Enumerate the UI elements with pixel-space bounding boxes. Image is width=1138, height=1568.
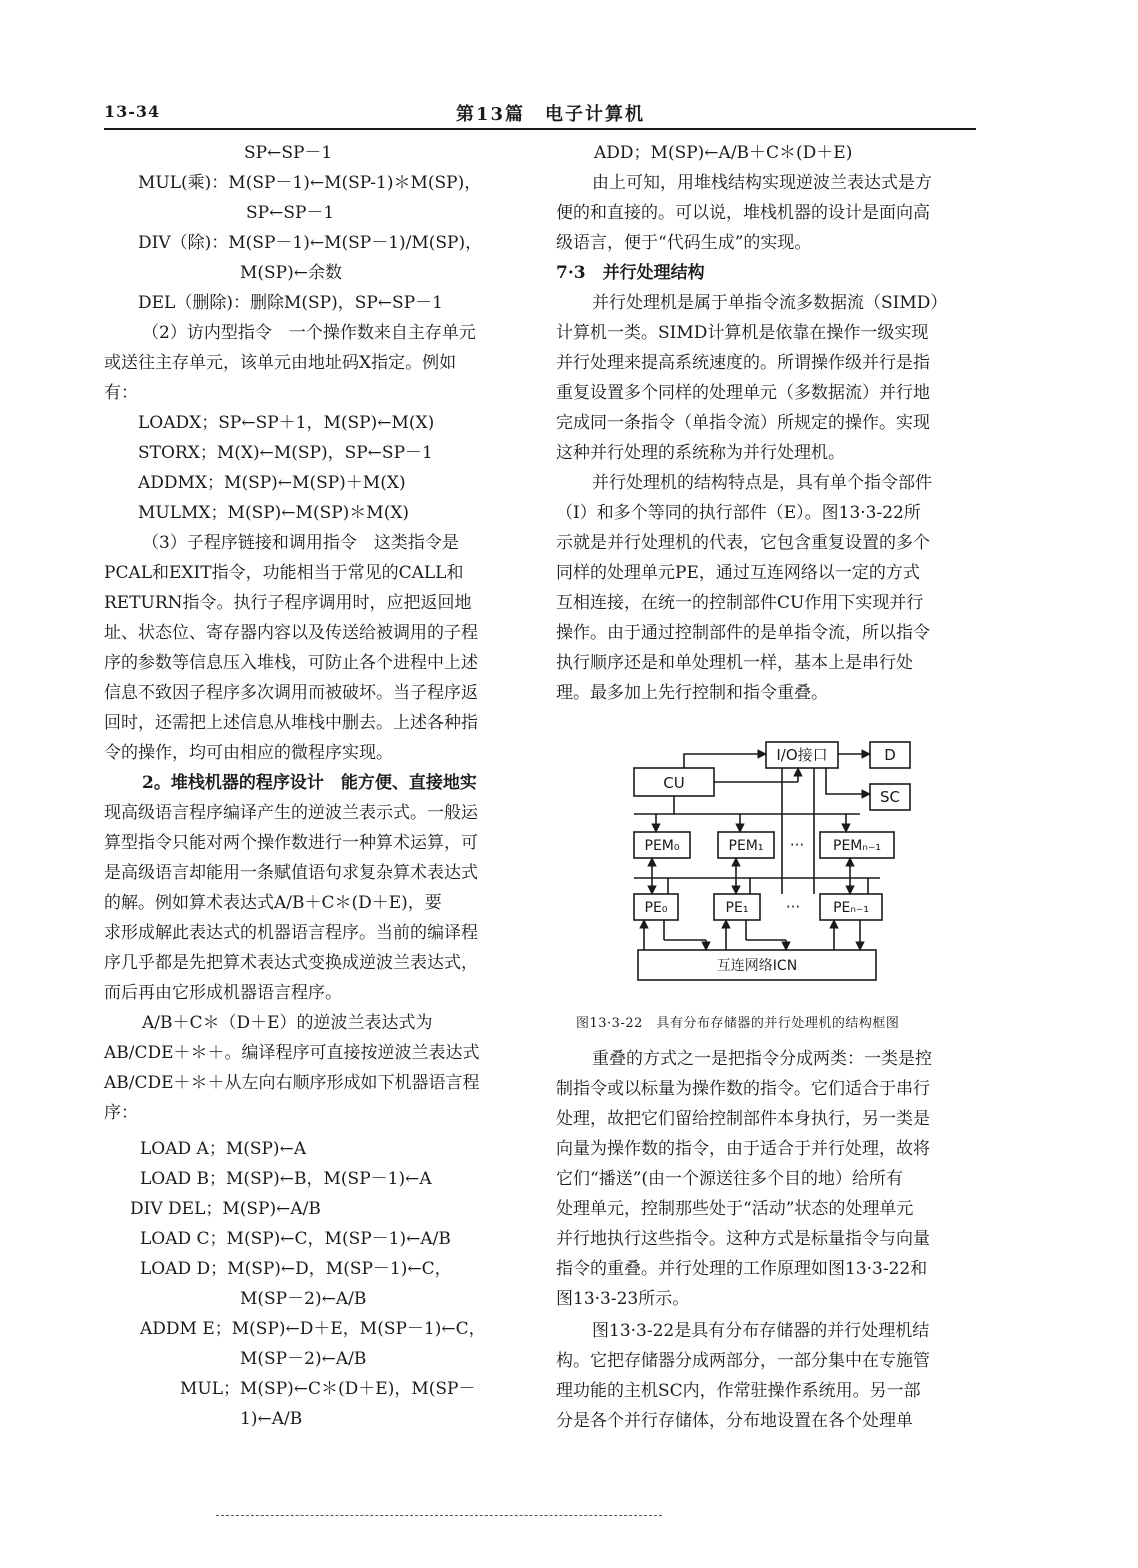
page-number: 13-34 xyxy=(104,102,161,121)
text-line: 级语言，便于“代码生成”的实现。 xyxy=(556,233,812,253)
text-line: 序的参数等信息压入堆栈，可防止各个进程中上述 xyxy=(104,653,478,673)
text-line: 令的操作，均可由相应的微程序实现。 xyxy=(104,743,393,763)
text-line: RETURN指令。执行子程序调用时，应把返回地 xyxy=(104,593,472,613)
text-line: 图13·3-23所示。 xyxy=(556,1289,690,1309)
text-line: MULMX；M(SP)←M(SP)＊M(X) xyxy=(138,503,410,523)
text-line: PCAL和EXIT指令，功能相当于常见的CALL和 xyxy=(104,563,464,583)
text-line: ADDMX；M(SP)←M(SP)＋M(X) xyxy=(138,473,406,493)
icn-label: 互连网络ICN xyxy=(716,958,798,974)
text-line: DIV DEL；M(SP)←A/B xyxy=(130,1199,321,1219)
pem0-label: PEM₀ xyxy=(644,838,680,854)
text-line: 而后再由它形成机器语言程序。 xyxy=(104,983,342,1003)
text-line: ADDM E；M(SP)←D＋E，M(SP－1)←C， xyxy=(140,1319,486,1339)
section-heading: 7·3 并行处理结构 xyxy=(556,263,705,283)
text-line: AB/CDE＋＊＋从左向右顺序形成如下机器语言程 xyxy=(104,1073,480,1093)
text-line: 信息不致因子程序多次调用而被破坏。当子程序返 xyxy=(104,683,478,703)
text-line: DEL（删除)：删除M(SP)，SP←SP－1 xyxy=(138,293,443,313)
text-line: 址、状态位、寄存器内容以及传送给被调用的子程 xyxy=(104,623,478,643)
pen-label: PEₙ₋₁ xyxy=(833,900,869,916)
text-line: 它们“播送”(由一个源送往多个目的地）给所有 xyxy=(556,1169,904,1189)
text-line: 操作。由于通过控制部件的是单指令流，所以指令 xyxy=(556,623,930,643)
text-line: 理。最多加上先行控制和指令重叠。 xyxy=(556,683,828,703)
text-line: 或送往主存单元，该单元由地址码X指定。例如 xyxy=(104,353,457,373)
text-line: 有： xyxy=(104,383,138,403)
text-line: 计算机一类。SIMD计算机是依靠在操作一级实现 xyxy=(556,323,929,343)
text-line: 并行处理机是属于单指令流多数据流（SIMD） xyxy=(592,293,948,313)
scan-artifact-line xyxy=(216,1515,662,1516)
text-line: 重复设置多个同样的处理单元（多数据流）并行地 xyxy=(556,383,930,403)
text-line: LOAD B；M(SP)←B，M(SP－1)←A xyxy=(140,1169,432,1189)
text-line: 执行顺序还是和单处理机一样，基本上是串行处 xyxy=(556,653,913,673)
text-line: STORX；M(X)←M(SP)，SP←SP－1 xyxy=(138,443,433,463)
io-interface-label: I/O接口 xyxy=(776,746,828,764)
text-line: 这种并行处理的系统称为并行处理机。 xyxy=(556,443,845,463)
parallel-processor-diagram xyxy=(560,728,920,990)
ellipsis: ··· xyxy=(789,836,805,854)
text-line: 处理，故把它们留给控制部件本身执行，另一类是 xyxy=(556,1109,930,1129)
text-line: 并行处理来提高系统速度的。所谓操作级并行是指 xyxy=(556,353,930,373)
d-label: D xyxy=(884,746,896,764)
text-line: 示就是并行处理机的代表，它包含重复设置的多个 xyxy=(556,533,930,553)
text-line: LOAD A；M(SP)←A xyxy=(140,1139,307,1159)
text-line: （2）访内型指令 一个操作数来自主存单元 xyxy=(142,323,476,343)
text-line: LOAD C；M(SP)←C，M(SP－1)←A/B xyxy=(140,1229,451,1249)
text-line: 的解。例如算术表达式A/B＋C＊(D＋E)，要 xyxy=(104,893,442,913)
text-line: （I）和多个等同的执行部件（E）。图13·3-22所 xyxy=(556,503,921,523)
text-line: 重叠的方式之一是把指令分成两类：一类是控 xyxy=(592,1049,932,1069)
text-line: LOADX；SP←SP＋1，M(SP)←M(X) xyxy=(138,413,435,433)
sc-label: SC xyxy=(880,788,900,806)
text-line: MUL(乘)：M(SP－1)←M(SP-1)＊M(SP)， xyxy=(138,173,482,193)
text-line: 完成同一条指令（单指令流）所规定的操作。实现 xyxy=(556,413,930,433)
text-line: M(SP－2)←A/B xyxy=(240,1349,367,1369)
pe1-label: PE₁ xyxy=(725,900,749,916)
text-line: DIV（除)：M(SP－1)←M(SP－1)/M(SP)， xyxy=(138,233,483,253)
cu-label: CU xyxy=(663,774,685,792)
text-line: M(SP)←余数 xyxy=(240,263,342,283)
text-line: 回时，还需把上述信息从堆栈中删去。上述各种指 xyxy=(104,713,478,733)
text-line: M(SP－2)←A/B xyxy=(240,1289,367,1309)
text-line: 互相连接，在统一的控制部件CU作用下实现并行 xyxy=(556,593,924,613)
figure-caption: 图13·3-22 具有分布存储器的并行处理机的结构框图 xyxy=(576,1016,900,1031)
chapter-title: 第13篇 电子计算机 xyxy=(456,104,646,125)
text-line: AB/CDE＋＊＋。编译程序可直接按逆波兰表达式 xyxy=(104,1043,480,1063)
text-line: 同样的处理单元PE，通过互连网络以一定的方式 xyxy=(556,563,920,583)
text-line: A/B＋C＊（D＋E）的逆波兰表达式为 xyxy=(142,1013,433,1033)
page-header xyxy=(104,100,976,130)
text-line: 分是各个并行存储体，分布地设置在各个处理单 xyxy=(556,1411,913,1431)
text-line: 构。它把存储器分成两部分，一部分集中在专施管 xyxy=(556,1351,930,1371)
text-line: （3）子程序链接和调用指令 这类指令是 xyxy=(142,533,459,553)
text-line: 由上可知，用堆栈结构实现逆波兰表达式是方 xyxy=(592,173,932,193)
text-line: 是高级语言却能用一条赋值语句求复杂算术表达式 xyxy=(104,863,478,883)
text-line: 序几乎都是先把算术表达式变换成逆波兰表达式， xyxy=(104,953,478,973)
text-line: 图13·3-22是具有分布存储器的并行处理机结 xyxy=(592,1321,930,1341)
pe0-label: PE₀ xyxy=(644,900,668,916)
text-line: 序： xyxy=(104,1103,138,1123)
text-line: SP←SP－1 xyxy=(244,143,333,163)
text-line: 2。堆栈机器的程序设计 能方便、直接地实 xyxy=(142,773,477,793)
text-line: 现高级语言程序编译产生的逆波兰表示式。一般运 xyxy=(104,803,478,823)
pem1-label: PEM₁ xyxy=(728,838,764,854)
text-line: 求形成解此表达式的机器语言程序。当前的编译程 xyxy=(104,923,478,943)
text-line: MUL；M(SP)←C＊(D＋E)，M(SP－ xyxy=(180,1379,476,1399)
text-line: 制指令或以标量为操作数的指令。它们适合于串行 xyxy=(556,1079,930,1099)
pemn-label: PEMₙ₋₁ xyxy=(833,838,881,854)
text-line: ADD；M(SP)←A/B＋C＊(D＋E) xyxy=(594,143,853,163)
text-line: 并行地执行这些指令。这种方式是标量指令与向量 xyxy=(556,1229,930,1249)
text-line: 1)←A/B xyxy=(240,1409,303,1429)
text-line: 指令的重叠。并行处理的工作原理如图13·3-22和 xyxy=(556,1259,928,1279)
text-line: 算型指令只能对两个操作数进行一种算术运算，可 xyxy=(104,833,478,853)
ellipsis: ··· xyxy=(785,898,801,916)
text-line: 便的和直接的。可以说，堆栈机器的设计是面向高 xyxy=(556,203,930,223)
text-line: LOAD D；M(SP)←D，M(SP－1)←C， xyxy=(140,1259,452,1279)
text-line: 处理单元，控制那些处于“活动”状态的处理单元 xyxy=(556,1199,914,1219)
text-line: 并行处理机的结构特点是，具有单个指令部件 xyxy=(592,473,932,493)
text-line: SP←SP－1 xyxy=(246,203,335,223)
text-line: 理功能的主机SC内，作常驻操作系统用。另一部 xyxy=(556,1381,921,1401)
text-line: 向量为操作数的指令，由于适合于并行处理，故将 xyxy=(556,1139,930,1159)
